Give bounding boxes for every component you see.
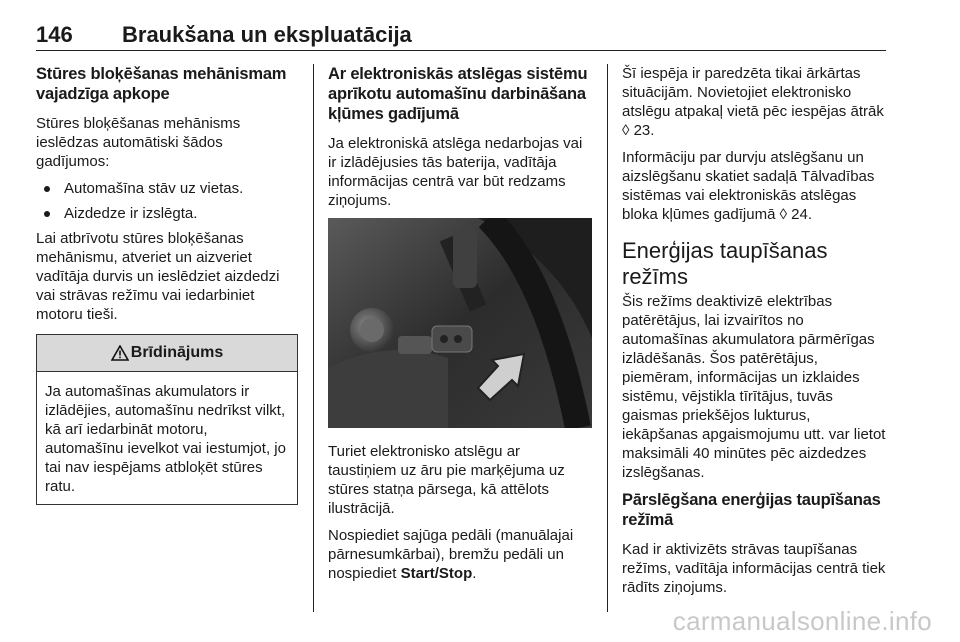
steering-lock-heading: Stūres bloķēšanas mehānismam vajadzīga apkope <box>36 65 287 103</box>
energy-saving-message: Kad ir aktivizēts strāvas taupīšanas režīms, vadītāja informācijas centrā tiek rādīts ziņojums. <box>622 541 886 596</box>
warning-triangle-icon <box>111 345 129 361</box>
warning-header <box>37 335 297 372</box>
bullet-item: Aizdedze ir izslēgta. <box>36 204 298 223</box>
bullet-list <box>36 179 298 223</box>
emergency-note: Šī iespēja ir paredzēta tikai ārkārtas situācijām. Novietojiet elektronisko atslēgu atpakaļ vietā pēc iespējas ātrāk ◊ 23. <box>622 65 884 139</box>
running-title: Braukšana un ekspluatācija <box>122 22 412 47</box>
warning-box <box>36 334 298 505</box>
key-position-caption: Turiet elektronisko atslēgu ar taustiņiem uz āru pie marķējuma uz stūres statņa pārsega, kā attēlots ilustrācijā. <box>328 443 565 517</box>
column-1 <box>36 64 298 505</box>
steering-lock-paragraph: Lai atbrīvotu stūres bloķēšanas mehānismu, atveriet un aizveriet vadītāja durvis un ieslēdziet aizdedzi vai strāvas režīmu vai iedarbiniet motoru tieši. <box>36 230 280 323</box>
warning-title: Brīdinājums <box>130 344 224 361</box>
watermark: carmanualsonline.info <box>672 606 932 636</box>
steering-lock-intro: Stūres bloķēšanas mehānisms ieslēdzas automātiski šādos gadījumos: <box>36 115 241 170</box>
door-lock-reference: Informāciju par durvju atslēgšanu un aizslēgšanu skatiet sadaļā Tālvadības sistēmas vai elektroniskās atslēgas bloka kļūmes gadījumā ◊ 24. <box>622 149 875 223</box>
column-2 <box>328 64 592 591</box>
energy-saving-section-title: Enerģijas taupīšanas režīms <box>622 238 828 289</box>
page-header <box>36 22 886 51</box>
warning-text: Ja automašīnas akumulators ir izlādējies, automašīnu nedrīkst vilkt, kā arī iedarbināt motoru, automašīnu ievelkot vai iestumjot, jo tai nav iespējams atbloķēt stūres ratu. <box>45 383 286 495</box>
bullet-item: Automašīna stāv uz vietas. <box>36 179 298 198</box>
energy-saving-description: Šis režīms deaktivizē elektrības patērētājus, lai izvairītos no automašīnas akumulatora pārmērīgas izlādēšanās. Šos patērētājus, piemēram, informācijas un izklaides sistēmu, vējstikla tīrītājus, tuvās gaismas priekšējos lukturus, iekāpšanas apgaismojumu utt. var lietot maksimāli 40 minūtes pēc aizdedzes izslēgšanas. <box>622 293 886 481</box>
column-3 <box>622 64 886 605</box>
column-divider <box>607 64 608 612</box>
page-number: 146 <box>36 22 73 47</box>
column-divider <box>313 64 314 612</box>
illustration-photo <box>328 218 592 428</box>
start-stop-key: Start/Stop <box>400 565 473 582</box>
energy-saving-subheading: Pārslēgšana enerģijas taupīšanas režīmā <box>622 491 881 529</box>
start-instruction: Nospiediet sajūga pedāli (manuālajai pārnesumkārbai), bremžu pedāli un nospiediet Start/Stop. <box>328 527 574 582</box>
electronic-key-intro: Ja elektroniskā atslēga nedarbojas vai ir izlādējusies tās baterija, vadītāja informācijas centrā var būt redzams ziņojums. <box>328 135 583 209</box>
steering-column-illustration <box>328 218 592 428</box>
electronic-key-heading: Ar elektroniskās atslēgas sistēmu aprīkotu automašīnu darbināšana kļūmes gadījumā <box>328 65 588 123</box>
